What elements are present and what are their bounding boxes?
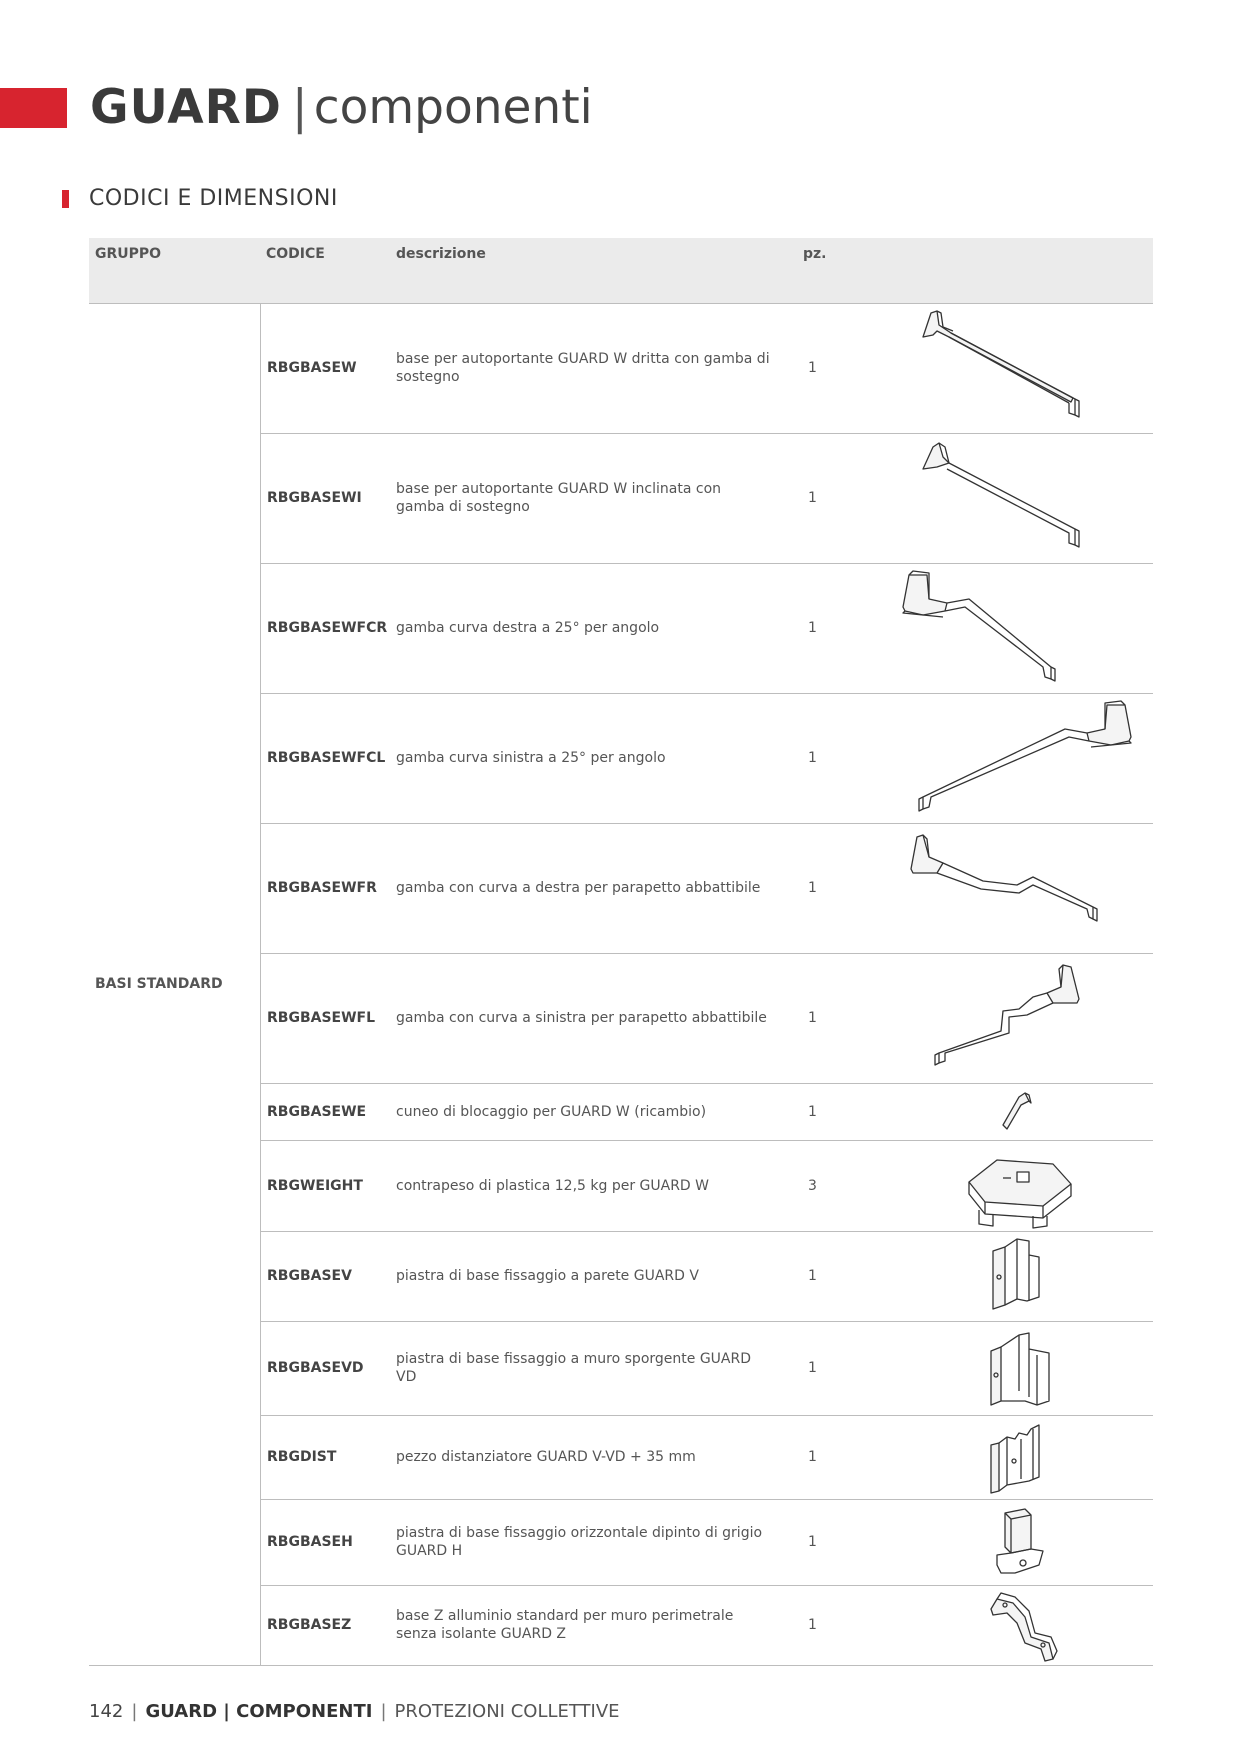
row-qty: 1 [808, 750, 817, 766]
row-code: RBGBASEWFR [267, 880, 377, 896]
bent-left-leg-icon [893, 953, 1141, 1083]
row-description: gamba curva destra a 25° per angolo [396, 620, 660, 636]
footer-section: GUARD | COMPONENTI [145, 1701, 373, 1722]
title-brand: GUARD [90, 80, 282, 135]
row-code: RBGWEIGHT [267, 1177, 363, 1194]
title-subtitle: componenti [313, 80, 593, 135]
row-qty: 1 [808, 1360, 817, 1376]
row-qty: 1 [808, 1268, 817, 1284]
table-row [260, 953, 1153, 1084]
row-qty: 3 [808, 1177, 817, 1194]
row-code: RBGBASEWE [267, 1103, 367, 1120]
page-title [90, 80, 593, 136]
row-code: RBGBASEWI [267, 490, 362, 506]
straight-leg-icon [893, 303, 1141, 433]
spacer-icon [893, 1415, 1141, 1499]
counterweight-icon [893, 1140, 1141, 1231]
column-header-description: descrizione [396, 246, 486, 262]
row-qty: 1 [808, 1010, 817, 1026]
row-code: RBGBASEV [267, 1268, 352, 1284]
table-row [260, 1140, 1153, 1232]
footer-separator: | [380, 1701, 387, 1722]
table-row [260, 1499, 1153, 1586]
row-code: RBGBASEWFL [267, 1010, 376, 1026]
curved-left-leg-icon [893, 693, 1141, 823]
column-header-qty: pz. [803, 246, 827, 262]
row-description: gamba con curva a destra per parapetto abbattibile [396, 880, 761, 896]
row-qty: 1 [808, 360, 817, 376]
row-code: RBGBASEWFCR [267, 620, 388, 636]
row-qty: 1 [808, 1534, 817, 1550]
header-accent-bar [0, 88, 67, 128]
table-row [260, 823, 1153, 954]
table-row [260, 1585, 1153, 1665]
row-code: RBGBASEW [267, 360, 357, 376]
table-row [260, 693, 1153, 824]
horizontal-plate-icon [893, 1499, 1141, 1585]
page-number: 142 [89, 1701, 124, 1722]
row-code: RBGBASEZ [267, 1617, 352, 1633]
table-row [260, 433, 1153, 564]
table-row [260, 1083, 1153, 1141]
inclined-leg-icon [893, 433, 1141, 563]
row-qty: 1 [808, 880, 817, 896]
table-header [89, 238, 1153, 304]
row-code: RBGBASEWFCL [267, 750, 386, 766]
section-title: CODICI E DIMENSIONI [89, 186, 338, 211]
row-qty: 1 [808, 490, 817, 506]
table-row [260, 1415, 1153, 1500]
column-header-code: CODICE [266, 246, 325, 262]
table-bottom-rule [89, 1665, 1153, 1666]
row-description: piastra di base fissaggio a muro sporgente GUARD VD [396, 1351, 752, 1385]
table-row [260, 563, 1153, 694]
row-description: gamba con curva a sinistra per parapetto abbattibile [396, 1010, 767, 1026]
wall-plate-icon [893, 1231, 1141, 1321]
page-footer [89, 1701, 620, 1722]
row-description: cuneo di blocaggio per GUARD W (ricambio) [396, 1103, 707, 1120]
z-base-icon [893, 1585, 1141, 1665]
wedge-icon [893, 1083, 1141, 1140]
row-qty: 1 [808, 1103, 817, 1120]
footer-category: PROTEZIONI COLLETTIVE [394, 1701, 620, 1722]
row-description: base per autoportante GUARD W inclinata con gamba di sostegno [396, 481, 722, 515]
table-row [260, 303, 1153, 434]
row-qty: 1 [808, 1617, 817, 1633]
row-code: RBGBASEVD [267, 1360, 364, 1376]
curved-right-leg-icon [893, 563, 1141, 693]
row-qty: 1 [808, 1449, 817, 1465]
row-qty: 1 [808, 620, 817, 636]
row-description: base Z alluminio standard per muro perimetrale senza isolante GUARD Z [396, 1608, 734, 1642]
protruding-plate-icon [893, 1321, 1141, 1415]
bent-right-leg-icon [893, 823, 1141, 953]
row-description: gamba curva sinistra a 25° per angolo [396, 750, 666, 766]
row-code: RBGBASEH [267, 1534, 353, 1550]
title-separator: | [291, 80, 308, 135]
table-row [260, 1321, 1153, 1416]
row-description: base per autoportante GUARD W dritta con gamba di sostegno [396, 351, 770, 385]
row-description: contrapeso di plastica 12,5 kg per GUARD W [396, 1177, 709, 1194]
column-header-group: GRUPPO [95, 246, 162, 262]
section-accent-mark [62, 190, 69, 208]
row-description: piastra di base fissaggio orizzontale dipinto di grigio GUARD H [396, 1525, 763, 1559]
row-description: piastra di base fissaggio a parete GUARD V [396, 1268, 699, 1284]
footer-separator: | [131, 1701, 138, 1722]
table-row [260, 1231, 1153, 1322]
row-description: pezzo distanziatore GUARD V-VD + 35 mm [396, 1449, 696, 1465]
group-label: BASI STANDARD [95, 976, 223, 992]
row-code: RBGDIST [267, 1449, 337, 1465]
